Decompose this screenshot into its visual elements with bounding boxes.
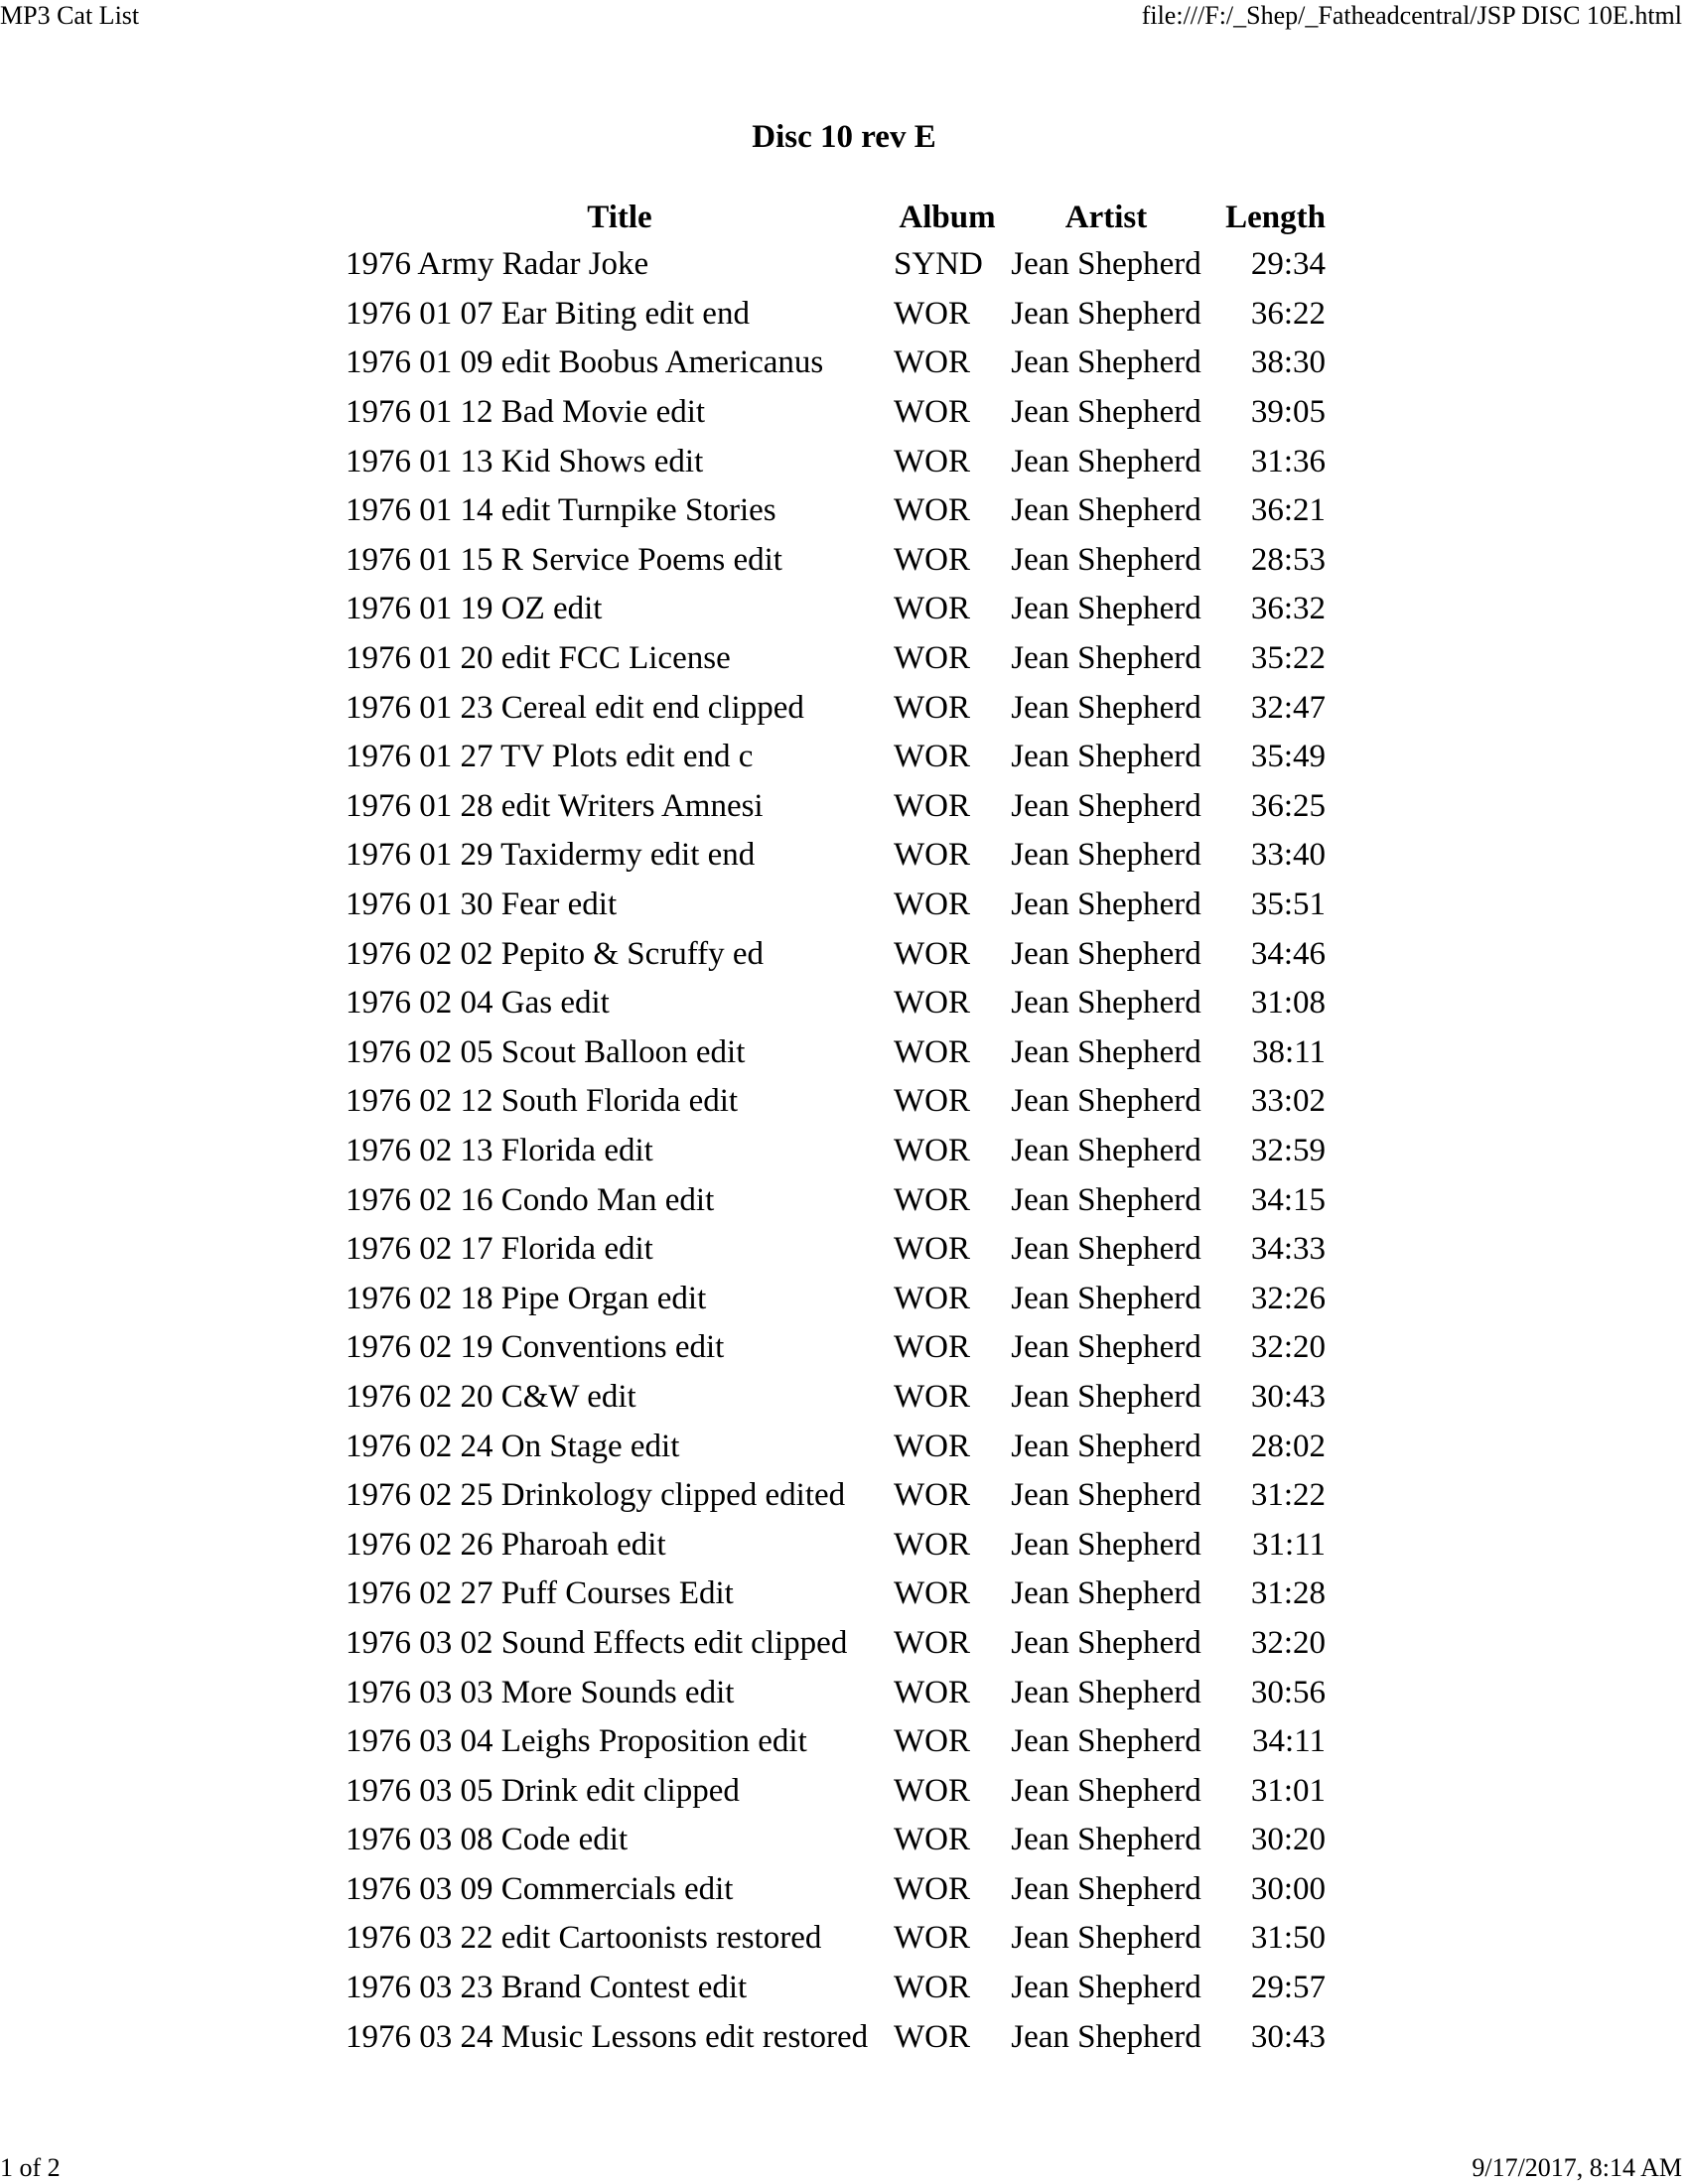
table-row: [346, 1520, 1326, 1570]
track-artist: Jean Shepherd: [1011, 295, 1201, 332]
track-length: 30:43: [1250, 2018, 1326, 2055]
track-length: 38:11: [1252, 1033, 1326, 1070]
track-artist: Jean Shepherd: [1011, 394, 1201, 431]
table-row: [346, 1766, 1326, 1816]
track-album: WOR: [894, 443, 970, 479]
track-artist: Jean Shepherd: [1011, 1920, 1201, 1957]
track-album: WOR: [894, 1378, 970, 1415]
track-title: 1976 02 12 South Florida edit: [346, 1083, 739, 1120]
track-table: [346, 195, 1326, 2062]
table-row: [346, 979, 1326, 1028]
track-title: 1976 01 19 OZ edit: [346, 591, 603, 627]
track-album: WOR: [894, 1970, 970, 2006]
table-row: [346, 1028, 1326, 1078]
track-title: 1976 01 29 Taxidermy edit end: [346, 837, 756, 874]
print-header-title: MP3 Cat List: [0, 1, 140, 30]
track-album: WOR: [894, 1181, 970, 1218]
track-title: 1976 02 27 Puff Courses Edit: [346, 1575, 734, 1612]
track-artist: Jean Shepherd: [1011, 1674, 1201, 1710]
track-artist: Jean Shepherd: [1011, 443, 1201, 479]
track-length: 30:56: [1250, 1674, 1326, 1710]
track-length: 31:01: [1250, 1772, 1326, 1809]
track-title: 1976 03 05 Drink edit clipped: [346, 1772, 740, 1809]
table-row: [346, 1717, 1326, 1767]
table-row: [346, 1225, 1326, 1275]
table-row: [346, 486, 1326, 536]
track-title: 1976 01 20 edit FCC License: [346, 640, 731, 677]
column-header-album: Album: [899, 199, 996, 235]
track-artist: Jean Shepherd: [1011, 1970, 1201, 2006]
track-title: 1976 02 05 Scout Balloon edit: [346, 1033, 746, 1070]
track-artist: Jean Shepherd: [1011, 246, 1201, 283]
track-artist: Jean Shepherd: [1011, 1575, 1201, 1612]
track-artist: Jean Shepherd: [1011, 1870, 1201, 1907]
track-album: WOR: [894, 640, 970, 677]
track-title: 1976 02 24 On Stage edit: [346, 1428, 680, 1464]
track-artist: Jean Shepherd: [1011, 1033, 1201, 1070]
table-row: [346, 733, 1326, 782]
table-row: [346, 339, 1326, 388]
track-artist: Jean Shepherd: [1011, 344, 1201, 381]
track-length: 34:11: [1252, 1723, 1326, 1760]
track-length: 31:28: [1250, 1575, 1326, 1612]
track-artist: Jean Shepherd: [1011, 1329, 1201, 1366]
track-title: 1976 01 09 edit Boobus Americanus: [346, 344, 824, 381]
track-artist: Jean Shepherd: [1011, 739, 1201, 775]
track-length: 32:47: [1250, 689, 1326, 726]
table-row: [346, 634, 1326, 684]
table-row: [346, 1323, 1326, 1373]
track-length: 31:11: [1252, 1526, 1326, 1563]
track-album: WOR: [894, 1723, 970, 1760]
track-album: WOR: [894, 1822, 970, 1858]
table-row: [346, 536, 1326, 586]
track-artist: Jean Shepherd: [1011, 1181, 1201, 1218]
table-row: [346, 881, 1326, 930]
track-length: 33:02: [1250, 1083, 1326, 1120]
track-album: WOR: [894, 1132, 970, 1168]
table-header: [346, 195, 1326, 240]
track-title: 1976 02 13 Florida edit: [346, 1132, 653, 1168]
track-title: 1976 02 25 Drinkology clipped edited: [346, 1477, 846, 1514]
track-artist: Jean Shepherd: [1011, 1526, 1201, 1563]
track-length: 35:51: [1250, 887, 1326, 923]
table-row: [346, 1127, 1326, 1176]
track-artist: Jean Shepherd: [1011, 1624, 1201, 1661]
track-artist: Jean Shepherd: [1011, 2018, 1201, 2055]
track-length: 30:43: [1250, 1378, 1326, 1415]
table-row: [346, 585, 1326, 634]
track-album: WOR: [894, 1920, 970, 1957]
track-artist: Jean Shepherd: [1011, 787, 1201, 824]
track-length: 30:00: [1250, 1870, 1326, 1907]
track-title: 1976 02 18 Pipe Organ edit: [346, 1280, 707, 1316]
track-artist: Jean Shepherd: [1011, 935, 1201, 972]
track-length: 28:02: [1250, 1428, 1326, 1464]
table-row: [346, 929, 1326, 979]
track-title: 1976 02 02 Pepito & Scruffy ed: [346, 935, 765, 972]
track-album: WOR: [894, 1477, 970, 1514]
track-length: 28:53: [1250, 541, 1326, 578]
track-album: WOR: [894, 394, 970, 431]
track-artist: Jean Shepherd: [1011, 985, 1201, 1022]
track-title: 1976 03 03 More Sounds edit: [346, 1674, 735, 1710]
track-artist: Jean Shepherd: [1011, 1477, 1201, 1514]
track-title: 1976 01 12 Bad Movie edit: [346, 394, 706, 431]
track-length: 36:32: [1250, 591, 1326, 627]
track-album: WOR: [894, 1526, 970, 1563]
table-row: [346, 1865, 1326, 1915]
track-title: 1976 02 20 C&W edit: [346, 1378, 636, 1415]
track-album: WOR: [894, 541, 970, 578]
track-artist: Jean Shepherd: [1011, 837, 1201, 874]
table-row: [346, 831, 1326, 881]
track-title: 1976 03 02 Sound Effects edit clipped: [346, 1624, 848, 1661]
track-length: 31:36: [1250, 443, 1326, 479]
table-row: [346, 1816, 1326, 1865]
track-title: 1976 03 08 Code edit: [346, 1822, 629, 1858]
track-length: 31:08: [1250, 985, 1326, 1022]
table-row: [346, 1570, 1326, 1619]
track-artist: Jean Shepherd: [1011, 1280, 1201, 1316]
table-row: [346, 1274, 1326, 1323]
table-body: [346, 240, 1326, 2062]
track-artist: Jean Shepherd: [1011, 1723, 1201, 1760]
print-footer-timestamp: 9/17/2017, 8:14 AM: [1472, 2153, 1682, 2182]
track-length: 38:30: [1250, 344, 1326, 381]
track-album: SYND: [894, 246, 983, 283]
track-title: 1976 01 28 edit Writers Amnesi: [346, 787, 764, 824]
track-album: WOR: [894, 739, 970, 775]
track-album: WOR: [894, 295, 970, 332]
track-length: 34:15: [1250, 1181, 1326, 1218]
track-title: 1976 03 04 Leighs Proposition edit: [346, 1723, 807, 1760]
track-artist: Jean Shepherd: [1011, 1428, 1201, 1464]
track-length: 32:26: [1250, 1280, 1326, 1316]
track-length: 35:22: [1250, 640, 1326, 677]
track-artist: Jean Shepherd: [1011, 640, 1201, 677]
track-length: 39:05: [1250, 394, 1326, 431]
track-artist: Jean Shepherd: [1011, 1772, 1201, 1809]
track-title: 1976 02 17 Florida edit: [346, 1231, 653, 1268]
track-title: 1976 01 30 Fear edit: [346, 887, 618, 923]
table-row: [346, 1471, 1326, 1521]
track-album: WOR: [894, 2018, 970, 2055]
table-row: [346, 2012, 1326, 2062]
track-title: 1976 03 24 Music Lessons edit restored: [346, 2018, 869, 2055]
print-footer-page-number: 1 of 2: [0, 2153, 61, 2182]
track-title: 1976 01 14 edit Turnpike Stories: [346, 492, 776, 529]
page-title: Disc 10 rev E: [752, 119, 936, 155]
track-title: 1976 01 15 R Service Poems edit: [346, 541, 782, 578]
track-title: 1976 02 26 Pharoah edit: [346, 1526, 666, 1563]
table-row: [346, 1619, 1326, 1669]
table-row: [346, 290, 1326, 340]
track-album: WOR: [894, 591, 970, 627]
track-title: 1976 01 23 Cereal edit end clipped: [346, 689, 804, 726]
track-album: WOR: [894, 492, 970, 529]
track-album: WOR: [894, 344, 970, 381]
track-title: 1976 01 27 TV Plots edit end c: [346, 739, 754, 775]
track-album: WOR: [894, 887, 970, 923]
column-header-title: Title: [587, 199, 652, 235]
column-header-length: Length: [1225, 199, 1326, 235]
track-album: WOR: [894, 1428, 970, 1464]
track-length: 31:50: [1250, 1920, 1326, 1957]
table-row: [346, 1914, 1326, 1964]
track-title: 1976 02 16 Condo Man edit: [346, 1181, 715, 1218]
track-album: WOR: [894, 689, 970, 726]
track-album: WOR: [894, 1033, 970, 1070]
track-album: WOR: [894, 1772, 970, 1809]
table-row: [346, 240, 1326, 290]
track-length: 30:20: [1250, 1822, 1326, 1858]
track-artist: Jean Shepherd: [1011, 1231, 1201, 1268]
track-album: WOR: [894, 787, 970, 824]
track-artist: Jean Shepherd: [1011, 492, 1201, 529]
table-header-row: [346, 195, 1326, 240]
track-title: 1976 03 09 Commercials edit: [346, 1870, 734, 1907]
track-title: 1976 02 04 Gas edit: [346, 985, 610, 1022]
track-album: WOR: [894, 1280, 970, 1316]
track-artist: Jean Shepherd: [1011, 689, 1201, 726]
track-album: WOR: [894, 985, 970, 1022]
track-title: 1976 02 19 Conventions edit: [346, 1329, 725, 1366]
track-artist: Jean Shepherd: [1011, 541, 1201, 578]
track-length: 36:22: [1250, 295, 1326, 332]
track-length: 29:34: [1250, 246, 1326, 283]
track-title: 1976 03 22 edit Cartoonists restored: [346, 1920, 822, 1957]
track-artist: Jean Shepherd: [1011, 591, 1201, 627]
track-title: 1976 01 13 Kid Shows edit: [346, 443, 704, 479]
table-row: [346, 782, 1326, 832]
track-artist: Jean Shepherd: [1011, 1132, 1201, 1168]
track-length: 36:21: [1250, 492, 1326, 529]
table-row: [346, 1373, 1326, 1423]
track-length: 34:46: [1250, 935, 1326, 972]
track-artist: Jean Shepherd: [1011, 887, 1201, 923]
track-album: WOR: [894, 1870, 970, 1907]
track-title: 1976 Army Radar Joke: [346, 246, 649, 283]
track-length: 32:59: [1250, 1132, 1326, 1168]
track-album: WOR: [894, 1231, 970, 1268]
track-album: WOR: [894, 837, 970, 874]
table-row: [346, 1422, 1326, 1471]
table-row: [346, 1668, 1326, 1717]
table-row: [346, 437, 1326, 486]
track-artist: Jean Shepherd: [1011, 1822, 1201, 1858]
track-album: WOR: [894, 935, 970, 972]
table-row: [346, 1175, 1326, 1225]
print-header-file-path: file:///F:/_Shep/_Fatheadcentral/JSP DISC 10E.html: [1141, 1, 1682, 30]
track-length: 34:33: [1250, 1231, 1326, 1268]
track-title: 1976 01 07 Ear Biting edit end: [346, 295, 750, 332]
track-length: 33:40: [1250, 837, 1326, 874]
track-album: WOR: [894, 1083, 970, 1120]
track-length: 31:22: [1250, 1477, 1326, 1514]
track-title: 1976 03 23 Brand Contest edit: [346, 1970, 748, 2006]
track-album: WOR: [894, 1624, 970, 1661]
track-album: WOR: [894, 1674, 970, 1710]
track-length: 35:49: [1250, 739, 1326, 775]
track-length: 36:25: [1250, 787, 1326, 824]
table-row: [346, 388, 1326, 438]
table-row: [346, 1964, 1326, 2013]
track-length: 29:57: [1250, 1970, 1326, 2006]
column-header-artist: Artist: [1064, 199, 1148, 235]
table-row: [346, 683, 1326, 733]
track-album: WOR: [894, 1329, 970, 1366]
track-artist: Jean Shepherd: [1011, 1083, 1201, 1120]
track-length: 32:20: [1250, 1329, 1326, 1366]
track-artist: Jean Shepherd: [1011, 1378, 1201, 1415]
table-row: [346, 1077, 1326, 1127]
track-album: WOR: [894, 1575, 970, 1612]
track-length: 32:20: [1250, 1624, 1326, 1661]
